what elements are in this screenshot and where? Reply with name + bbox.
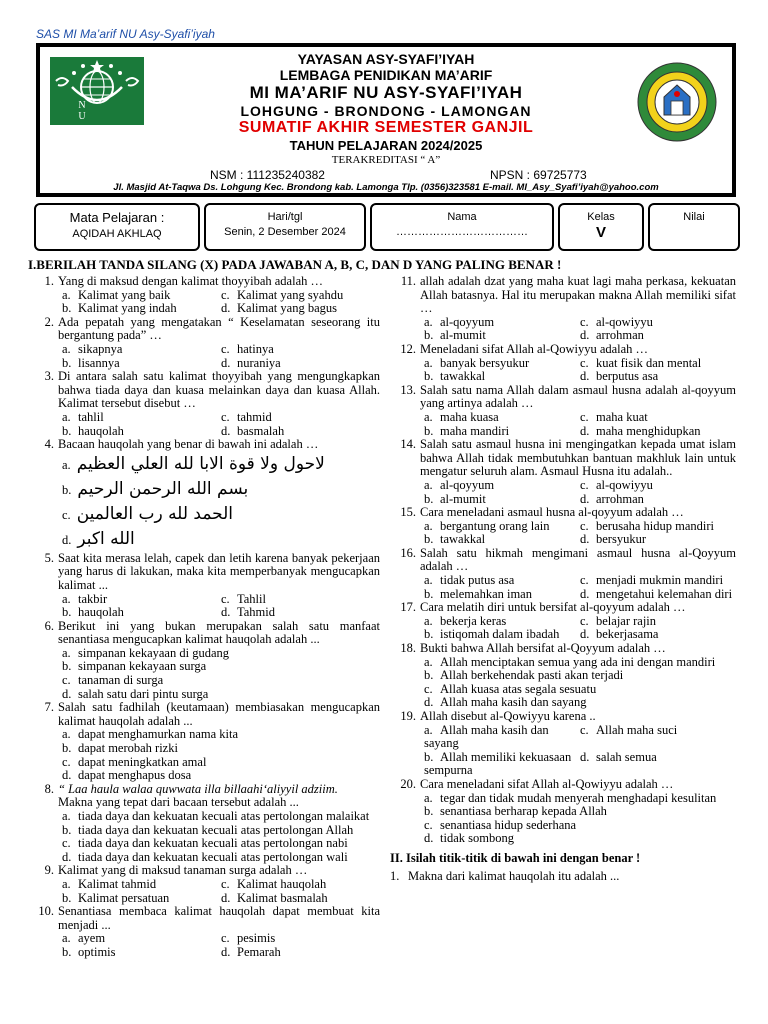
option-a[interactable]: a. Allah maha kasih dan sayang xyxy=(424,722,549,751)
option-c[interactable]: c. berusaha hidup mandiri xyxy=(580,518,715,533)
option-a[interactable]: a. bekerja keras xyxy=(424,613,507,628)
option-c[interactable]: c. الحمد لله رب العالمين xyxy=(62,503,234,524)
option-d[interactable]: d. Pemarah xyxy=(221,944,281,959)
question-6: 6. Berikut ini yang bukan merupakan salah satu manfaat senantiasa mengucapkan kalimat hauqolah adalah ... xyxy=(44,618,380,647)
subject-value: AQIDAH AKHLAQ xyxy=(72,228,162,240)
exam-title: SUMATIF AKHIR SEMESTER GANJIL xyxy=(238,119,534,136)
option-c[interactable]: c. Kalimat yang syahdu xyxy=(221,287,344,302)
option-a[interactable]: a. Kalimat tahmid xyxy=(62,876,157,891)
score-box[interactable] xyxy=(648,203,740,251)
option-d[interactable]: d. basmalah xyxy=(221,423,285,438)
option-b[interactable]: b. simpanan kekayaan surga xyxy=(62,659,207,674)
date-value: Senin, 2 Desember 2024 xyxy=(224,226,346,238)
score-label: Nilai xyxy=(683,211,705,223)
option-b[interactable]: b. al-mumit xyxy=(424,491,486,506)
nsm-number: NSM : 111235240382 xyxy=(210,168,325,182)
option-a[interactable]: a. لاحول ولا قوة الابا لله العلي العظيم xyxy=(62,453,325,474)
class-box xyxy=(558,203,644,251)
questions-right-column xyxy=(390,275,736,883)
accreditation: TERAKREDITASI “ A” xyxy=(331,154,441,166)
option-b[interactable]: b. al-mumit xyxy=(424,328,486,343)
option-d[interactable]: d. bekerjasama xyxy=(580,627,659,642)
section-1-instructions: I.BERILAH TANDA SILANG (X) PADA JAWABAN A, B, C, DAN D YANG PALING BENAR ! xyxy=(28,257,562,272)
question-4: 4. Bacaan hauqolah yang benar di bawah ini adalah … xyxy=(44,437,319,452)
option-c[interactable]: c. al-qowiyyu xyxy=(580,314,653,329)
school-location: LOHGUNG - BRONDONG - LAMONGAN xyxy=(240,103,532,119)
option-d[interactable]: d. maha menghidupkan xyxy=(580,423,701,438)
option-b[interactable]: b. Kalimat persatuan xyxy=(62,890,170,905)
question-11: 11. allah adalah dzat yang maha kuat lagi maha perkasa, kekuatan Allah batasnya. Hal itu merupakan makna Allah memiliki sifat … xyxy=(400,274,736,316)
question-14: 14. Salah satu asmaul husna ini mengingatkan kepada umat islam bahwa Allah tidak membutuhkan bantuan makhluk lain untuk mengatur seluruh alam. Asmaul Husna itu adalah.. xyxy=(400,437,736,479)
academic-year: TAHUN PELAJARAN 2024/2025 xyxy=(289,138,483,153)
name-label: Nama xyxy=(447,211,477,223)
letterhead xyxy=(36,43,736,197)
question-12: 12. Meneladani sifat Allah al-Qowiyyu adalah … xyxy=(400,341,649,356)
subject-box xyxy=(34,203,200,251)
date-label: Hari/tgl xyxy=(267,211,303,223)
option-b[interactable]: b. melemahkan iman xyxy=(424,586,532,601)
option-b[interactable]: b. hauqolah xyxy=(62,423,124,438)
option-c[interactable]: c. pesimis xyxy=(221,931,276,946)
school-address: Jl. Masjid At-Taqwa Ds. Lohgung Kec. Brondong kab. Lamonga Tlp. (0356)323581 E-mail. MI_Asy_Syafi’iyah@yahoo.com xyxy=(113,182,659,193)
option-c[interactable]: c. belajar rajin xyxy=(580,613,657,628)
name-box[interactable] xyxy=(370,203,554,251)
option-a[interactable]: a. dapat menghamurkan nama kita xyxy=(62,727,239,742)
option-d[interactable]: d. Tahmid xyxy=(221,605,276,620)
question-1: 1. Yang di maksud dengan kalimat thoyyibah adalah … xyxy=(44,274,324,288)
question-9: 9. Kalimat yang di maksud tanaman surga adalah … xyxy=(44,863,308,878)
option-a[interactable]: a. tegar dan tidak mudah menyerah menghadapi kesulitan xyxy=(424,790,717,805)
option-a[interactable]: a. tiada daya dan kekuatan kecuali atas pertolongan malaikat xyxy=(62,809,370,823)
option-a[interactable]: a. Kalimat yang baik xyxy=(62,287,171,302)
option-c[interactable]: c. senantiasa hidup sederhana xyxy=(424,817,577,832)
option-b[interactable]: b. Kalimat yang indah xyxy=(62,301,177,316)
option-d[interactable]: d. arrohman xyxy=(580,328,644,343)
option-a[interactable]: a. Allah menciptakan semua yang ada ini dengan mandiri xyxy=(424,654,716,669)
question-16: 16. Salah satu hikmah mengimani asmaul husna al-Qoyyum adalah … xyxy=(400,545,736,574)
name-field[interactable]: ……………………………… xyxy=(396,226,528,238)
option-b[interactable]: b. Allah memiliki kekuasaan sempurna xyxy=(424,749,572,778)
option-a[interactable]: a. banyak bersyukur xyxy=(424,355,530,370)
class-value: V xyxy=(595,224,606,241)
option-b[interactable]: b. tiada daya dan kekuatan kecuali atas pertolongan Allah xyxy=(62,822,354,837)
class-label: Kelas xyxy=(587,211,615,223)
npsn-number: NPSN : 69725773 xyxy=(490,168,587,182)
option-c[interactable]: c. al-qowiyyu xyxy=(580,477,653,492)
question-19: 19. Allah disebut al-Qowiyyu karena .. xyxy=(400,709,596,723)
option-d[interactable]: d. salah semua xyxy=(580,749,657,764)
option-b[interactable]: b. tawakkal xyxy=(424,369,486,384)
option-d[interactable]: d. الله اكبر xyxy=(62,528,135,549)
option-b[interactable]: b. optimis xyxy=(62,944,116,959)
question-3: 3. Di antara salah satu kalimat thoyyibah yang mengungkapkan bahwa tiada daya dan kuasa melainkan daya dan kuasa Allah. Kalimat tersebut disebut … xyxy=(44,369,380,411)
option-a[interactable]: a. tidak putus asa xyxy=(424,573,515,588)
document-caption: SAS MI Ma’arif NU Asy-Syafi’iyah xyxy=(36,27,215,41)
option-b[interactable]: b. senantiasa berharap kepada Allah xyxy=(424,804,607,819)
nu-logo-text: N U xyxy=(78,100,116,122)
option-a[interactable]: a. simpanan kekayaan di gudang xyxy=(62,645,229,660)
option-d[interactable]: d. mengetahui kelemahan diri xyxy=(580,586,733,601)
date-box xyxy=(204,203,366,251)
option-b[interactable]: b. maha mandiri xyxy=(424,423,510,438)
question-17: 17. Cara melatih diri untuk bersifat al-qoyyum adalah … xyxy=(400,600,686,615)
option-c[interactable]: c. Kalimat hauqolah xyxy=(221,876,327,891)
option-d[interactable]: d. tidak sombong xyxy=(424,831,514,846)
option-b[interactable]: b. بسم الله الرحمن الرحيم xyxy=(62,478,249,499)
question-13: 13. Salah satu nama Allah dalam asmaul husna adalah al-qoyyum yang artinya adalah … xyxy=(400,382,736,411)
option-b[interactable]: b. hauqolah xyxy=(62,605,124,620)
option-d[interactable]: d. bersyukur xyxy=(580,532,646,547)
question-8: 8. “ Laa haula walaa quwwata illa billaahi‘aliyyil adziim. Makna yang tepat dari bacaan tersebut adalah ... xyxy=(44,781,338,810)
option-c[interactable]: c. Tahlil xyxy=(221,591,266,606)
option-c[interactable]: c. Allah kuasa atas segala sesuatu xyxy=(424,681,597,696)
question-15: 15. Cara meneladani asmaul husna al-qoyyum adalah … xyxy=(400,505,684,520)
institution-name: LEMBAGA PENIDIKAN MA’ARIF xyxy=(279,67,493,83)
section-2-instructions: II. Isilah titik-titik di bawah ini dengan benar ! xyxy=(390,850,641,865)
option-d[interactable]: d. Kalimat basmalah xyxy=(221,890,328,905)
essay-question-1: 1. Makna dari kalimat hauqolah itu adalah ... xyxy=(390,868,620,883)
option-a[interactable]: a. tahlil xyxy=(62,409,104,424)
option-c[interactable]: c. Allah maha suci xyxy=(580,722,678,737)
option-b[interactable]: b. tawakkal xyxy=(424,532,486,547)
foundation-name: YAYASAN ASY-SYAFI’IYAH xyxy=(297,51,475,67)
option-b[interactable]: b. istiqomah dalam ibadah xyxy=(424,627,560,642)
option-c[interactable]: c. menjadi mukmin mandiri xyxy=(580,573,724,588)
option-d[interactable]: d. tiada daya dan kekuatan kecuali atas pertolongan wali xyxy=(62,849,348,864)
option-c[interactable]: c. tahmid xyxy=(221,409,272,424)
option-d[interactable]: d. nuraniya xyxy=(221,355,281,370)
option-c[interactable]: c. tiada daya dan kekuatan kecuali atas pertolongan nabi xyxy=(62,836,348,851)
option-c[interactable]: c. kuat fisik dan mental xyxy=(580,355,702,370)
option-a[interactable]: a. bergantung orang lain xyxy=(424,518,550,533)
option-c[interactable]: c. tanaman di surga xyxy=(62,673,164,688)
option-a[interactable]: a. maha kuasa xyxy=(424,409,499,424)
option-a[interactable]: a. sikapnya xyxy=(62,341,123,356)
option-d[interactable]: d. Kalimat yang bagus xyxy=(221,301,337,316)
school-name: MI MA’ARIF NU ASY-SYAFI’IYAH xyxy=(249,83,523,102)
questions-left-column xyxy=(28,275,380,960)
question-20: 20. Cara meneladani sifat Allah al-Qowiyyu adalah … xyxy=(400,776,674,791)
option-d[interactable]: d. Allah maha kasih dan sayang xyxy=(424,695,587,710)
option-b[interactable]: b. lisannya xyxy=(62,355,120,370)
option-b[interactable]: b. Allah berkehendak pasti akan terjadi xyxy=(424,668,624,683)
option-c[interactable]: c. dapat meningkatkan amal xyxy=(62,754,207,769)
student-info-row xyxy=(0,203,768,253)
question-7: 7. Salah satu fadhilah (keutamaan) membiasakan mengucapkan kalimat hauqolah adalah ... xyxy=(44,700,380,728)
question-5: 5. Saat kita merasa lelah, capek dan letih karena banyak pekerjaan yang harus di lakukan, maka kita memperbanyak mengucapkan kalimat ... xyxy=(44,550,380,592)
option-d[interactable]: d. salah satu dari pintu surga xyxy=(62,686,209,701)
option-d[interactable]: d. dapat menghapus dosa xyxy=(62,768,192,783)
question-18: 18. Bukti bahwa Allah bersifat al-Qoyyum adalah … xyxy=(400,641,666,656)
option-a[interactable]: a. al-qoyyum xyxy=(424,477,495,492)
option-c[interactable]: c. hatinya xyxy=(221,341,274,356)
option-a[interactable]: a. takbir xyxy=(62,591,108,606)
option-a[interactable]: a. al-qoyyum xyxy=(424,314,495,329)
option-b[interactable]: b. dapat merobah rizki xyxy=(62,741,178,756)
option-c[interactable]: c. maha kuat xyxy=(580,409,648,424)
option-d[interactable]: d. arrohman xyxy=(580,491,644,506)
option-d[interactable]: d. berputus asa xyxy=(580,369,659,384)
subject-label: Mata Pelajaran : xyxy=(69,210,165,225)
option-a[interactable]: a. ayem xyxy=(62,931,106,946)
question-2: 2. Ada pepatah yang mengatakan “ Keselamatan seseorang itu bergantung pada” … xyxy=(44,314,380,343)
question-10: 10. Senantiasa membaca kalimat hauqolah dapat membuat kita menjadi ... xyxy=(38,904,380,932)
